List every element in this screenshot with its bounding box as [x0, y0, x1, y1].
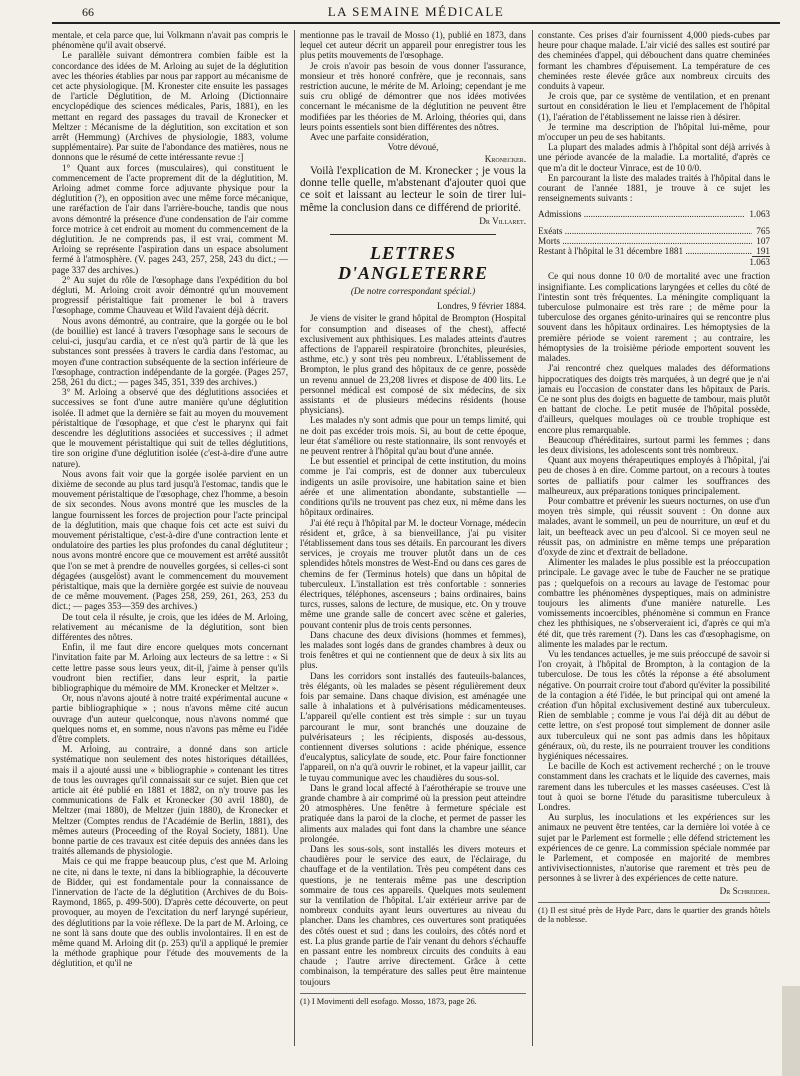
paragraph: J'ai rencontré chez quelques malades des déformations hippocratiques des doigts très marquées, à un degré que je n'ai jamais eu l'occasion de constater dans les hôpitaux de Paris. Ce ne sont plus des doigts en baguette de tambour, mais plutôt en battant de cloche. Le petit musée de l'hôpital possède, d'ailleurs, quelques moulages où ce trouble trophique est encore plus remarquable. — [538, 363, 770, 435]
paragraph: Dans les corridors sont installés des fauteuils-balances, très élégants, où les malades se pèsent régulièrement deux fois par semaine. Dans chaque division, est aménagée une salle à inhalations et à pulvérisations médicamenteuses. L'appareil qu'elle contient est très simple : sur un tuyau parcourant le mur, sont branchés une douzaine de pulvérisateurs ; les récipients, disposés au-dessous, contiennent diverses solutions : acide phénique, essence d'eucalyptus, salicylate de soude, etc. Pour faire fonctionner l'appareil, on n'a qu'à ouvrir le robinet, et la vapeur jaillit, car le tuyau communique avec les chaudières du sous-sol. — [300, 670, 526, 783]
section-separator — [330, 234, 496, 235]
paragraph: Je viens de visiter le grand hôpital de Brompton (Hospital for consumption and diseases of the chest), affecté exclusivement aux phthisiques. Les malades atteints d'autres affections de l'appareil respiratoire (bronchites, pleurésies, asthme, etc.) y sont très peu nombreux. L'établissement de Brompton, le plus grand des hôpitaux de ce genre, possède un revenu annuel de 23,208 livres et dispose de 400 lits. Le personnel médical est composé de six médecins, de six assistants et de plusieurs médecins résidents (house physicians). — [300, 313, 526, 416]
column-divider-1 — [294, 30, 295, 1046]
stat-value: 1.063 — [749, 209, 770, 220]
stat-value: 107 — [756, 235, 770, 246]
page-corner-shadow — [782, 986, 800, 1076]
footnote: (1) Il est situé près de Hyde Parc, dans le quartier des grands hôtels de la noblesse. — [538, 902, 770, 925]
footnote: (1) I Movimenti dell esofago. Mosso, 1873, page 26. — [300, 993, 526, 1006]
paragraph: Dans chacune des deux divisions (hommes et femmes), les malades sont logés dans de grandes chambres à deux ou trois fenêtres et qui ne contiennent que de deux à six lits au plus. — [300, 629, 526, 671]
stat-label: Morts ..... — [538, 236, 752, 246]
paragraph: Mais ce qui me frappe beaucoup plus, c'est que M. Arloing ne cite, ni dans le texte, ni dans la bibliographie, la découverte de Bidder, qui est fondamentale pour la connaissance de l'innervation de l'acte de la déglutition (Archives de du Bois-Raymond, 1865, p. 499-500). D'après cette découverte, on peut provoquer, au moyen de l'excitation du nerf laryngé supérieur, des déglutitions par la voie réflexe. De la part de M. Arloing, ce ne sont là sans doute que des oublis involontaires. Il en est de même quand M. Arloing dit (p. 253) qu'il a appliqué le premier la méthode graphique pour l'étude des mouvements de la déglutition, et qu'il ne — [52, 856, 288, 969]
paragraph: constante. Ces prises d'air fournissent 4,000 pieds-cubes par heure pour chaque malade. L'air vicié des salles est soutiré par des cheminées d'appel, qui débouchent dans quatre cheminées formant les chambres d'épuisement. La température de ces cheminées reste élevée grâce aux nombreux circuits des conduits à vapeur. — [538, 30, 770, 92]
stat-row-morts — [538, 236, 770, 246]
column-2 — [300, 30, 526, 1046]
stat-row-admissions — [538, 209, 770, 219]
paragraph: J'ai été reçu à l'hôpital par M. le docteur Vornage, médecin résident et, grâce, à sa bienveillance, j'ai pu visiter l'établissement dans tous ses détails. En parcourant les divers services, je croyais me trouver plutôt dans un de ces splendides hôtels monstres de West-End ou dans ces gares de chemins de fer (Terminus hotels) que dans un hôpital de tuberculeux. L'installation est très confortable : sonneries électriques, téléphones, ascenseurs ; bains ordinaires, bains turcs, russes, salons de lecture, de musique, etc. On y trouve même une grande salle de concert avec scène et galeries, pouvant contenir plus de trois cents personnes. — [300, 517, 526, 630]
paragraph: Vu les tendances actuelles, je me suis préoccupé de savoir si l'on croyait, à l'hôpital de Brompton, à la contagion de la tuberculose. De tous les côtés la réponse a été absolument négative. On pourrait croire tout d'abord qu'éviter la possibilité de la contagion a été l'idée, le but principal qui ont amené la création d'un hôpital exclusivement destiné aux tuberculeux. Rien de semblable ; comme je vous l'ai déjà dit au début de cette lettre, on s'est proposé tout simplement de donner asile aux tuberculeux qui ne sont pas admis dans les hôpitaux généraux, où, du reste, ils ne pourraient trouver les conditions hygiéniques nécessaires. — [538, 648, 770, 762]
page-header — [52, 2, 780, 24]
stat-label: Admissions ..... — [538, 209, 745, 219]
paragraph: mentionne pas le travail de Mosso (1), publié en 1873, dans lequel cet auteur décrit un appareil pour enregistrer tous les plus petits mouvements de l'œsophage. — [300, 30, 526, 61]
paragraph: Dans les sous-sols, sont installés les divers moteurs et chaudières pour le service des eaux, de l'éclairage, du chauffage et de la ventilation. Très peu compétent dans ces questions, je ne tenterais même pas une description sommaire de tous ces appareils. Quelques mots seulement sur la ventilation de l'hôpital. L'air extérieur arrive par de nombreux conduits ayant leurs ouvertures au niveau du plancher. Dans les chambres, ces ouvertures sont pratiquées des côtés ouest et sud ; dans les couloirs, des côtés nord et est. La plus grande partie de l'air venant du dehors s'échauffe en passant entre les nombreux circuits des conduits à eau chaude ; l'autre arrive directement. Grâce à cette combinaison, la température des salles peut être maintenue toujours — [300, 844, 526, 987]
paragraph: Ce qui nous donne 10 0/0 de mortalité avec une fraction insignifiante. Les complications laryngées et celles du côté de l'intestin sont très fréquentes. La méningite compliquant la tuberculose pulmonaire est très rare ; de même pour la tuberculose des organes génito-urinaires qui se rencontre plus souvent dans les hôpitaux ordinaires. Les hémoptysies de la première période se voient rarement ; au contraire, les hémoptysies de la troisième période emportent souvent les malades. — [538, 271, 770, 364]
column-divider-2 — [532, 30, 533, 1046]
paragraph: Enfin, il me faut dire encore quelques mots concernant l'invitation faite par M. Arloing aux lecteurs de sa lettre : « Si cette lettre passe sous leurs yeux, dit-il, j'aime à penser qu'ils voudront bien rectifier, dans leur esprit, la partie bibliographique du mémoire de MM. Kronecker et Meltzer ». — [52, 642, 288, 693]
paragraph: En parcourant la liste des malades traités à l'hôpital dans le courant de l'année 1881, je trouve à ce sujet les renseignements suivants : — [538, 172, 770, 204]
paragraph: De tout cela il résulte, je crois, que les idées de M. Arloing, relativement au mécanisme de la déglutition, sont bien différentes des nôtres. — [52, 611, 288, 642]
stat-row-restant — [538, 246, 770, 257]
paragraph: Le parallèle suivant démontrera combien faible est la concordance des idées de M. Arloing au sujet de la déglutition avec les théories établies par nous par rapport au mécanisme de cet acte physiologique. [M. Kronester cite ensuite les passages de l'article Déglutition, de M. Arloing (Dictionnaire encyclopédique des sciences médicales, Paris, 1881), en les mettant en regard des passages du travail de Kronecker et Meltzer : Mécanisme de la déglutition, son excitation et son arrêt (Hemmung) (Archives de physiologie, 1883, volume supplémentaire). Par suite de l'abondance des matières, nous ne donnons que le résumé de cette intéressante revue :] — [52, 50, 288, 163]
paragraph: 2° Au sujet du rôle de l'œsophage dans l'expédition du bol dégluti, M. Arloing croit avoir démontré qu'un mouvement progressif péristaltique fait promener le bol à travers l'œsophage, comme Chauveau et Wild l'avaient déjà décrit. — [52, 274, 288, 316]
paragraph: Avec une parfaite considération, — [310, 132, 429, 143]
letter-closing: Votre dévoué, — [387, 142, 439, 153]
paragraph: mentale, et cela parce que, lui Volkmann n'avait pas compris le phénomène qu'il avait observé. — [52, 30, 288, 51]
article-signature: Dr Schreider. — [719, 885, 770, 896]
paragraph: 1° Quant aux forces (musculaires), qui constituent le commencement de l'acte proprement dit de la déglutition, M. Arloing admet comme force adjuvante physique pour la déglutition (?), en opposition avec une même force mécanique, une raréfaction de l'air dans l'arrière-bouche, tandis que nous avons démontré la présence d'une condensation de l'air comme force motrice à cet endroit au moment du commencement de la déglutition. Je ne comprends pas, il est vrai, comment M. Arloing se représente l'aspiration dans un espace absolument fermé à l'atmosphère. (V. pages 243, 257, 258, 243 du dict.; — page 337 des archives.) — [52, 162, 288, 275]
paragraph: Nous avons fait voir que la gorgée isolée parvient en un dixième de seconde au plus tard jusqu'à l'estomac, tandis que le mouvement péristaltique de l'œsophage, chez l'homme, a besoin de six secondes. Nous avons montré que les muscles de la langue fournissent les forces de projection pour l'acte principal de la déglutition, mais que chaque fois cet acte est suivi du mouvement péristaltique, c'est-à-dire d'une contraction lente et ondulatoire des parties les plus profondes du canal déglutiteur ; nous avons montré encore que ce mouvement est arrêté aussitôt que l'on se met à prendre de nouvelles gorgées, si celles-ci sont dégagées (ausgelöst) avant le commencement du mouvement péristaltique, mais que la dernière gorgée est suivie de nouveau de ce même mouvement. (Pages 258, 259, 261, 263, 253 du dict.; — pages 353—359 des archives.) — [52, 468, 288, 612]
dateline: Londres, 9 février 1884. — [436, 301, 526, 312]
paragraph: La plupart des malades admis à l'hôpital sont déjà arrivés à une période avancée de la maladie. La mortalité, d'après ce que m'a dit le docteur Vinrace, est de 10 0/0. — [538, 142, 770, 173]
stat-row-total — [538, 257, 770, 267]
column-3 — [538, 30, 770, 1046]
column-1 — [52, 30, 288, 1046]
paragraph: Au surplus, les inoculations et les expériences sur les animaux ne peuvent être tentées, car la dernière loi votée à ce sujet par le Parlement est formelle ; elle défend strictement les expériences de ce genre. La commission spéciale nommée par le Parlement, et composée en majorité de membres antivivisectionnistes, n'autorise que rarement et très peu de personnes à se livrer à des expériences de cette nature. — [538, 812, 770, 884]
paragraph: Les malades n'y sont admis que pour un temps limité, qui ne doit pas excéder trois mois. Si, au bout de cette époque, leur état s'améliore ou reste stationnaire, ils sont renvoyés et ne peuvent rentrer à l'hôpital qu'au bout d'une année. — [300, 415, 526, 457]
paragraph: Nous avons démontré, au contraire, que la gorgée ou le bol (de bouillie) est lancé à travers l'œsophage sans le secours de celui-ci, jusqu'au cardia, et ce n'est qu'à partir de là que les substances sont pressées à travers le cardia dans l'estomac, au moyen d'une contraction subséquente de la section inférieure de l'œsophage, contraction indépendante de la gorgée. (Pages 257, 258, 261 du dict.; — pages 345, 351, 339 des archives.) — [52, 315, 288, 387]
paragraph: Dans le grand local affecté à l'aérothérapie se trouve une grande chambre à air comprimé où la pression peut atteindre 20 atmosphères. Une fenêtre à fermeture spéciale est pratiquée dans la paroi de la cloche, et permet de passer les aliments aux malades qui font dans la chambre une séance prolongée. — [300, 782, 526, 844]
statistics-table — [538, 209, 770, 267]
editor-note: Voilà l'explication de M. Kronecker ; je vous la donne telle quelle, m'abstenant d'ajouter quoi que ce soit et laissant au lecteur le soin de tirer lui-même la conclusion dans ce différend de priorité. — [300, 164, 526, 214]
journal-title: LA SEMAINE MÉDICALE — [327, 4, 505, 19]
paragraph: Alimenter les malades le plus possible est la préoccupation principale. Le gavage avec le tube de Faucher ne se pratique pas ; quelquefois on a recours au lavage de l'estomac pour combattre les phénomènes dyspeptiques, mais on administre toujours les aliments d'une manière naturelle. Les vomissements incoercibles, phénomène si commun en France chez les phthisiques, ne s'observeraient ici, d'après ce qui m'a été dit, que très rarement (?). Dans les cas d'œsophagisme, on alimente les malades par le rectum. — [538, 557, 770, 649]
section-title: LETTRES D'ANGLETERRE — [337, 243, 489, 284]
paragraph: Je crois n'avoir pas besoin de vous donner l'assurance, monsieur et très honoré confrère, que je reconnais, sans restriction aucune, le mérite de M. Arloing; cependant je me suis cru obligé de démontrer que nos idées motivées concernant le mécanisme de la déglutition ne peuvent être modifiées par les théories de M. Arloing, théories qui, dans leurs points essentiels sont bien différentes des nôtres. — [300, 60, 526, 132]
stat-row-exeats — [538, 226, 770, 236]
stat-value: 191 — [752, 246, 770, 257]
page-number: 66 — [82, 5, 94, 19]
editor-signature: Dr Villaret. — [479, 215, 526, 226]
letter-signature: Kronecker. — [484, 154, 526, 165]
paragraph: Je crois que, par ce système de ventilation, et en prenant surtout en considération le lieu et l'emplacement de l'hôpital (1), l'aération de l'établissement ne laisse rien à désirer. — [538, 91, 770, 122]
paragraph: Le but essentiel et principal de cette institution, du moins comme je l'ai compris, est de donner aux tuberculeux indigents un asile provisoire, une habitation saine et bien aérée et une alimentation abondante, substantielle — conditions qu'ils ne trouvent pas chez eux, ni même dans les hôpitaux ordinaires. — [300, 456, 526, 518]
stat-total-value: 1.063 — [749, 257, 770, 268]
stat-value: 765 — [756, 225, 770, 236]
paragraph: Beaucoup d'héréditaires, surtout parmi les femmes ; dans les deux divisions, les adolescents sont très nombreux. — [538, 434, 770, 455]
stat-label: Restant à l'hôpital le 31 décembre 1881 ..... — [538, 246, 752, 257]
paragraph: Pour combattre et prévenir les sueurs nocturnes, on use d'un moyen très simple, qui réussit souvent : On donne aux malades, avant le sommeil, un peu de nourriture, un œuf et du lait, un beefteack avec un peu d'alcool. Si ce moyen seul ne réussit pas, on administre en même temps une préparation d'oxyde de zinc et d'extrait de belladone. — [538, 495, 770, 557]
section-subtitle: (De notre correspondant spécial.) — [350, 286, 476, 297]
paragraph: Le bacille de Koch est activement recherché ; on le trouve constamment dans les crachats et le liquide des cavernes, mais rarement dans les tubercules et les masses caséeuses. C'est là tout à quoi se borne l'étude du parasitisme tuberculeux à Londres. — [538, 761, 770, 813]
paragraph: Or, nous n'avons ajouté à notre traité expérimental aucune « partie bibliographique » ; nous n'avons même cité aucun ouvrage d'un auteur quelconque, nous n'avons nommé que quelques noms et, en somme, nous n'avons pas même eu l'idée d'être complets. — [52, 693, 288, 745]
paragraph: 3° M. Arloing a observé que des déglutitions associées et successives se font d'une autre manière qu'une déglutition isolée. Il admet que la dernière se fait au moyen du mouvement péristaltique de l'œsophage, et que c'est le pharynx qui fait descendre les déglutitions associées et successives ; il admet que le mouvement péristaltique qui suit de telles déglutitions, tire son origine d'une déglutition isolée (c'est-à-dire d'une autre nature). — [52, 387, 288, 469]
paragraph: Je termine ma description de l'hôpital lui-même, pour m'occuper un peu de ses habitants. — [538, 121, 770, 143]
paragraph: Quant aux moyens thérapeutiques employés à l'hôpital, j'ai peu de choses à en dire. Comme partout, on a recours à toutes sortes de palliatifs pour calmer les souffrances des malheureux, aux préparations toniques principalement. — [538, 455, 770, 496]
paragraph: M. Arloing, au contraire, a donné dans son article systématique non seulement des notes historiques détaillées, mais il a ajouté aussi une « bibliographie » contenant les titres de tous les ouvrages qu'il connaissait sur ce sujet. Bien que cet article ait été publié en 1881 et 1882, on n'y trouve pas les communications de Falk et Kronecker (30 avril 1880), de Meltzer (mai 1880), de Meltzer (juin 1880), de Kronecker et Meltzer (Comptes rendus de l'Académie de Berlin, 1881), des mêmes auteurs (Proceeding of the Royal Society, 1881). Une bonne partie de ces travaux est citée depuis des années dans les traités allemands de physiologie. — [52, 744, 288, 857]
stat-label: Exéats ..... — [538, 226, 752, 236]
